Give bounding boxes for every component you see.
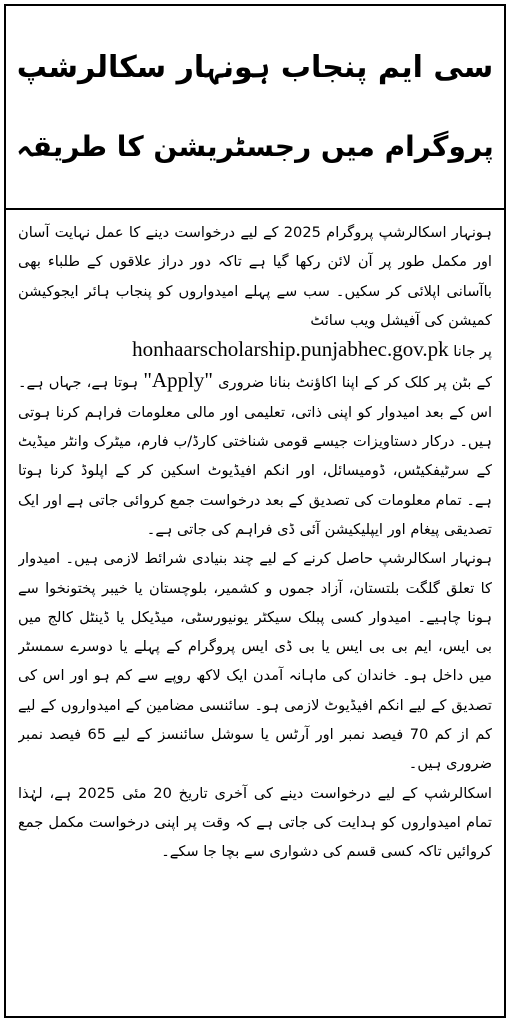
- paragraph-registration-b: ہوتا ہے، جہاں ہے۔ اس کے بعد امیدوار کو اپنی ذاتی، تعلیمی اور مالی معلومات فراہم کرنا ہوتی ہیں۔ درکار دستاویزات جیسے قومی شناختی کارڈ/ب فارم، میٹرک وانٹر میڈیٹ کے سرٹیفکیٹس، ڈومیسائل، اور انکم افیڈیوٹ اسکین کر کے اپلوڈ کرنا ہوتا ہے۔ تمام معلومات کی تصدیق کے بعد درخواست جمع کروائی جاتی ہے اور ایک تصدیقی پیغام اور ایپلیکیشن آئی ڈی فراہم کی جاتی ہے۔: [18, 374, 492, 538]
- article-body: [18, 218, 492, 1010]
- paragraph-intro: ہونہار اسکالرشپ پروگرام 2025 کے لیے درخواست دینے کا عمل نہایت آسان اور مکمل طور پر آن لائن رکھا گیا ہے تاکہ دور دراز علاقوں کے طلباء بھی باآسانی اپلائی کر سکیں۔ سب سے پہلے امیدواروں کو پنجاب ہائر ایجوکیشن کمیشن کی آفیشل ویب سائٹ: [18, 224, 492, 329]
- headline: [16, 28, 494, 203]
- newspaper-clipping: [4, 4, 506, 1018]
- paragraph-deadline: اسکالرشپ کے لیے درخواست دینے کی آخری تاریخ 20 مئی 2025 ہے، لہٰذا تمام امیدواروں کو ہدایت کی جاتی ہے کہ وقت پر اپنی درخواست مکمل جمع کروائیں تاکہ کسی قسم کی دشواری سے بچا جا سکے۔: [18, 784, 492, 861]
- apply-label: "Apply": [143, 368, 213, 393]
- headline-line-2: پروگرام میں رجسٹریشن کا طریقہ: [16, 130, 494, 163]
- website-url: honhaarscholarship.punjabhec.gov.pk: [132, 337, 449, 362]
- headline-divider: [6, 208, 504, 210]
- paragraph-eligibility: ہونہار اسکالرشپ حاصل کرنے کے لیے چند بنیادی شرائط لازمی ہیں۔ امیدوار کا تعلق گلگت بلتستان، آزاد جموں و کشمیر، بلوچستان یا خیبر پختونخوا سے ہونا چاہیے۔ امیدوار کسی پبلک سیکٹر یونیورسٹی، میڈیکل یا ڈینٹل کالج میں بی ایس، ایم بی بی ایس یا بی ڈی ایس پروگرام کے پہلے یا دوسرے سمسٹر میں داخل ہو۔ خاندان کی ماہانہ آمدن ایک لاکھ روپے سے کم ہو اور اس کی تصدیق کے لیے انکم افیڈیوٹ لازمی ہو۔ سائنسی مضامین کے امیدواروں کے لیے کم از کم 70 فیصد نمبر اور آرٹس یا سوشل سائنسز کے لیے 65 فیصد نمبر ضروری ہیں۔: [18, 550, 492, 773]
- paragraph-registration: [18, 366, 492, 544]
- paragraph-registration-a: کے بٹن پر کلک کر کے اپنا اکاؤنٹ بنانا ضروری: [218, 374, 492, 392]
- headline-line-1: سی ایم پنجاب ہونہار سکالرشپ: [16, 50, 494, 85]
- url-prefix: پر جانا: [453, 343, 492, 361]
- paragraph-url-line: [18, 335, 492, 366]
